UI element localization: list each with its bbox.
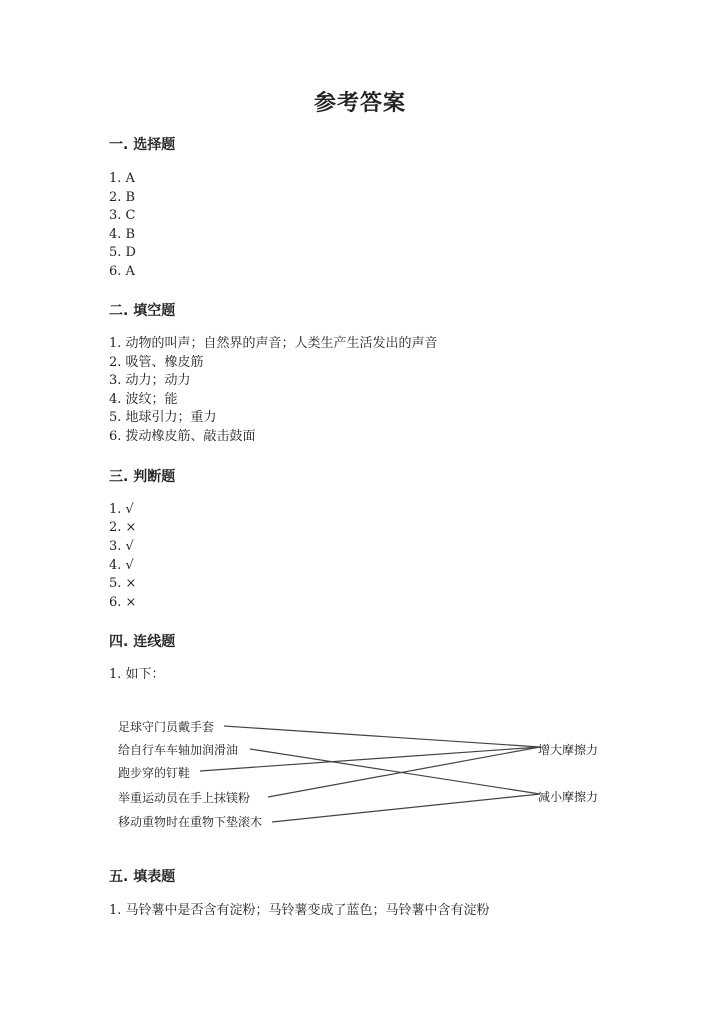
- answer-line: 1. 马铃薯中是否含有淀粉；马铃薯变成了蓝色；马铃薯中含有淀粉: [109, 903, 490, 918]
- answer-line: 6. A: [109, 264, 135, 279]
- answer-line: 2. ×: [109, 520, 137, 535]
- match-line: [250, 749, 540, 794]
- answer-line: 6. 拨动橡皮筋、敲击鼓面: [109, 429, 256, 444]
- match-line: [268, 747, 540, 797]
- matching-right-item: 增大摩擦力: [538, 743, 599, 757]
- answer-line: 3. C: [109, 208, 136, 223]
- match-line: [272, 794, 540, 822]
- section-heading-judge: 三. 判断题: [109, 469, 176, 485]
- answer-line: 5. D: [109, 245, 136, 260]
- answer-line: 4. 波纹；能: [109, 392, 178, 407]
- matching-left-item: 举重运动员在手上抹镁粉: [118, 791, 251, 805]
- matching-left-item: 给自行车车轴加润滑油: [118, 743, 239, 757]
- section-heading-fill: 二. 填空题: [109, 303, 176, 319]
- answer-line: 3. √: [109, 539, 134, 554]
- answer-line: 2. 吸管、橡皮筋: [109, 355, 204, 370]
- page-title: 参考答案: [313, 90, 406, 116]
- answer-line: 5. 地球引力；重力: [109, 410, 217, 425]
- answer-line: 4. √: [109, 558, 134, 573]
- answer-line: 1. A: [109, 171, 135, 186]
- answer-line: 2. B: [109, 190, 136, 205]
- section-heading-matching: 四. 连线题: [109, 634, 176, 650]
- answer-line: 1. 动物的叫声；自然界的声音；人类生产生活发出的声音: [109, 336, 438, 351]
- section-heading-choice: 一. 选择题: [109, 137, 176, 153]
- match-line: [224, 726, 540, 747]
- matching-right-item: 减小摩擦力: [538, 790, 599, 804]
- answer-line: 1. √: [109, 502, 134, 517]
- answer-line: 1. 如下：: [109, 667, 165, 682]
- matching-left-item: 跑步穿的钉鞋: [118, 766, 191, 780]
- matching-left-item: 足球守门员戴手套: [118, 720, 215, 734]
- answer-line: 3. 动力；动力: [109, 373, 191, 388]
- answer-line: 6. ×: [109, 595, 137, 610]
- section-heading-table: 五. 填表题: [109, 869, 176, 885]
- answer-line: 5. ×: [109, 576, 137, 591]
- matching-left-item: 移动重物时在重物下垫滚木: [118, 815, 263, 829]
- answer-line: 4. B: [109, 227, 136, 242]
